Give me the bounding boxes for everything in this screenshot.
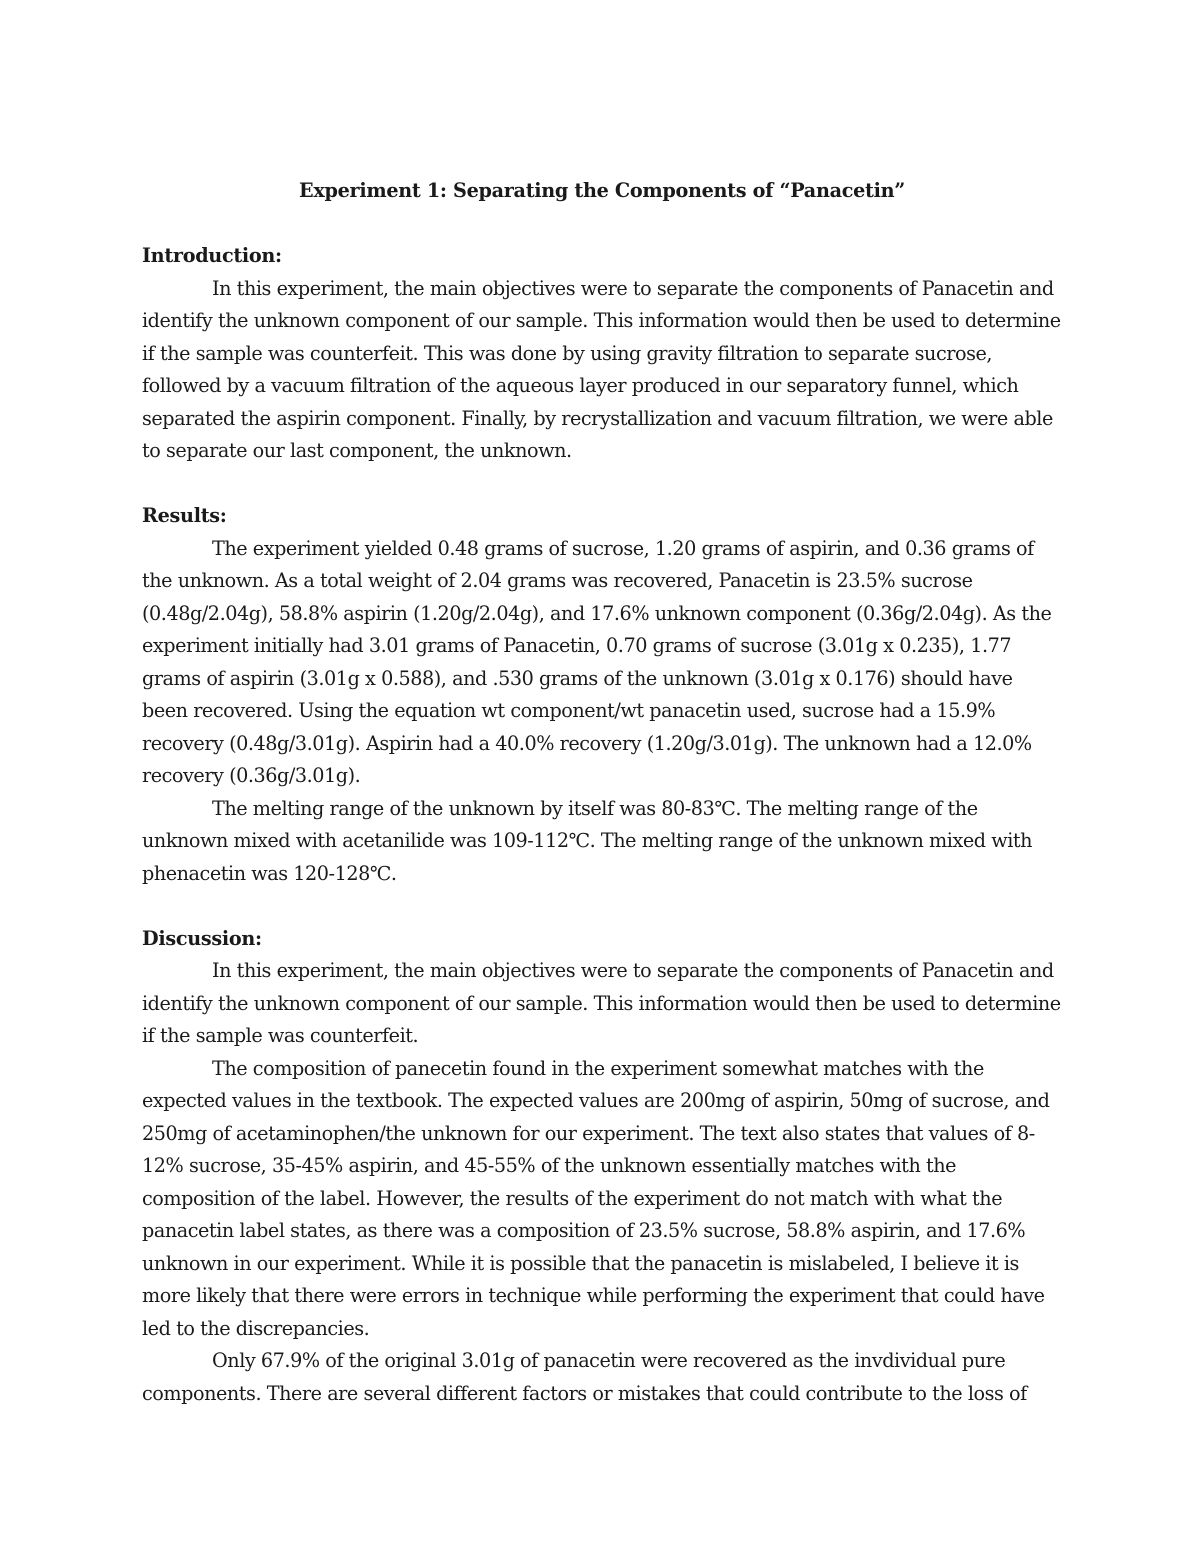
discussion-paragraph-2: The composition of panecetin found in the experiment somewhat matches with the expected values in the textbook. The expected values are 200mg of aspirin, 50mg of sucrose, and 250mg of acetaminophen/the unknown for our experiment. The text also states that values of 8-12% sucrose, 35-45% aspirin, and 45-55% of the unknown essentially matches with the composition of the label. However, the results of the experiment do not match with what the panacetin label states, as there was a composition of 23.5% sucrose, 58.8% aspirin, and 17.6% unknown in our experiment. While it is possible that the panacetin is mislabeled, I believe it is more likely that there were errors in technique while performing the experiment that could have led to the discrepancies.	[142, 1056, 1050, 1340]
document-title: Experiment 1: Separating the Components of “Panacetin”	[299, 179, 905, 202]
introduction-heading: Introduction:	[142, 244, 282, 267]
section-spacer	[142, 468, 1062, 501]
results-section	[142, 500, 1062, 890]
results-heading: Results:	[142, 504, 227, 527]
discussion-heading: Discussion:	[142, 926, 262, 950]
introduction-paragraph-1: In this experiment, the main objectives were to separate the components of Panacetin and identify the unknown component of our sample. This information would then be used to determine if the sample was counterfeit. This was done by using gravity filtration to separate sucrose, followed by a vacuum filtration of the aqueous layer produced in our separatory funnel, which separated the aspirin component. Finally, by recrystallization and vacuum filtration, we were able to separate our last component, the unknown.	[142, 276, 1061, 462]
results-paragraph-1: The experiment yielded 0.48 grams of sucrose, 1.20 grams of aspirin, and 0.36 grams of the unknown. As a total weight of 2.04 grams was recovered, Panacetin is 23.5% sucrose (0.48g/2.04g), 58.8% aspirin (1.20g/2.04g), and 17.6% unknown component (0.36g/2.04g). As the experiment initially had 3.01 grams of Panacetin, 0.70 grams of sucrose (3.01g x 0.235), 1.77 grams of aspirin (3.01g x 0.588), and .530 grams of the unknown (3.01g x 0.176) should have been recovered. Using the equation wt component/wt panacetin used, sucrose had a 15.9% recovery (0.48g/3.01g). Aspirin had a 40.0% recovery (1.20g/3.01g). The unknown had a 12.0% recovery (0.36g/3.01g).	[142, 536, 1052, 787]
section-spacer	[142, 890, 1062, 923]
results-paragraph-2: The melting range of the unknown by itself was 80-83℃. The melting range of the unknown mixed with acetanilide was 109-112℃. The melting range of the unknown mixed with phenacetin was 120-128℃.	[142, 796, 1033, 885]
discussion-paragraph-3: Only 67.9% of the original 3.01g of panacetin were recovered as the invdividual pure components. There are several different factors or mistakes that could contribute to the loss of	[142, 1349, 1027, 1405]
introduction-section	[142, 240, 1062, 468]
discussion-paragraph-1: In this experiment, the main objectives were to separate the components of Panacetin and identify the unknown component of our sample. This information would then be used to determine if the sample was counterfeit.	[142, 959, 1061, 1047]
document-body	[142, 175, 1062, 1410]
discussion-section	[142, 923, 1062, 1411]
